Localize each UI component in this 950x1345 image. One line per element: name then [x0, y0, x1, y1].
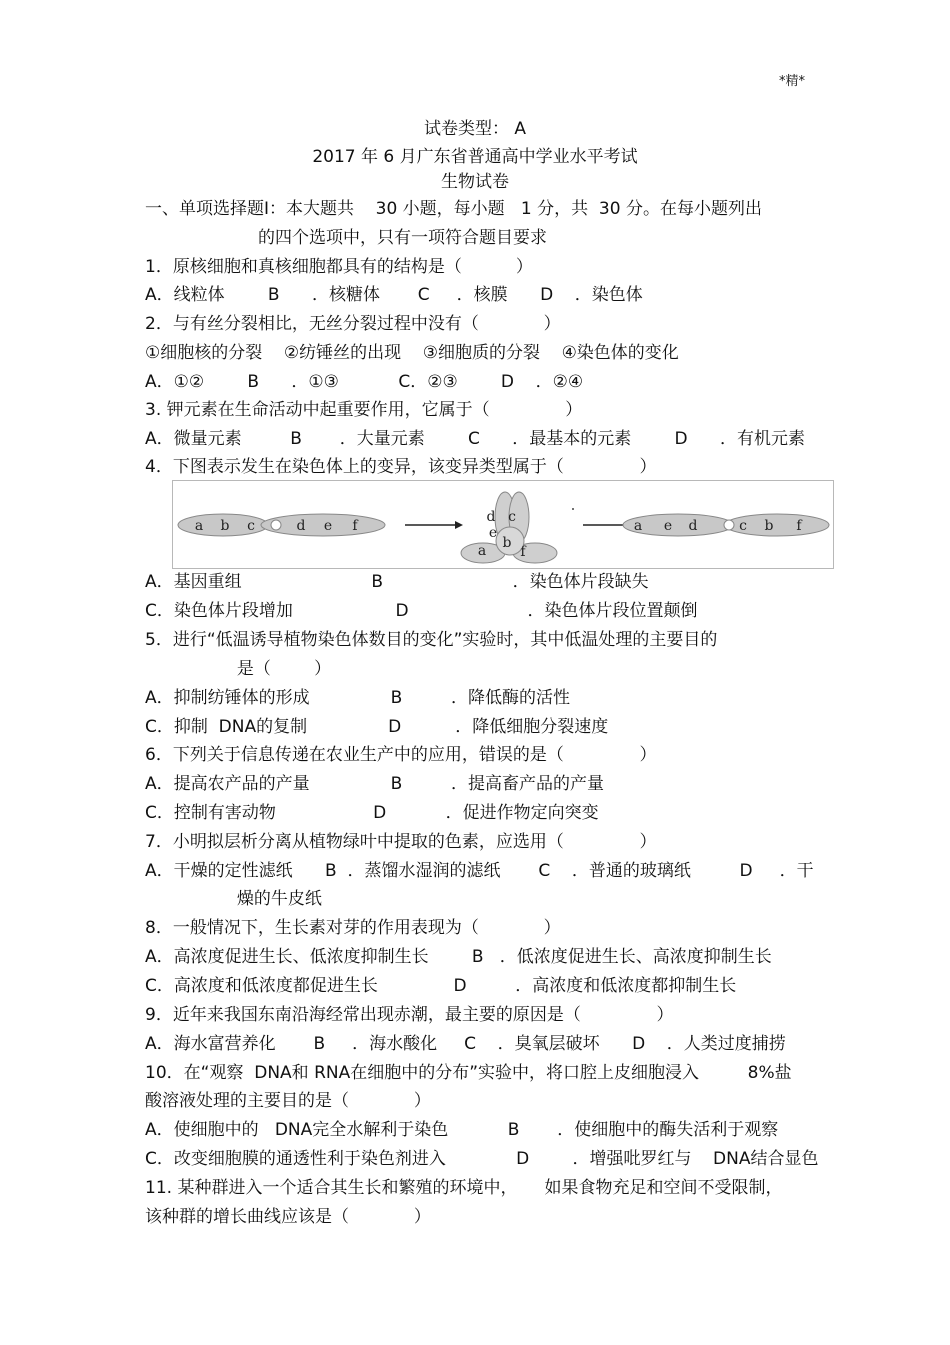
option-line-cont: 燥的牛皮纸 [145, 889, 322, 909]
question-line: 7．小明拟层析分离从植物绿叶中提取的色素，应选用（ ） [145, 832, 657, 852]
paper-type: 试卷类型： A [423, 119, 527, 139]
right-gene-label: b [764, 518, 774, 534]
right-gene-label: c [739, 518, 747, 534]
question-line: 4．下图表示发生在染色体上的变异，该变异类型属于（ ） [145, 457, 657, 477]
option-line: A．高浓度促进生长、低浓度抑制生长 B ．低浓度促进生长、高浓度抑制生长 [145, 947, 772, 967]
option-line: A．使细胞中的 DNA完全水解利于染色 B ．使细胞中的酶失活利于观察 [145, 1120, 779, 1140]
question-line: 8．一般情况下，生长素对芽的作用表现为（ ） [145, 918, 561, 938]
option-line: A．海水富营养化 B ．海水酸化 C ．臭氧层破坏 D ．人类过度捕捞 [145, 1034, 786, 1054]
question-line: 2．与有丝分裂相比，无丝分裂过程中没有（ ） [145, 314, 561, 334]
middle-gene-label: c [508, 509, 516, 525]
option-line: C．控制有害动物 D ．促进作物定向突变 [145, 803, 599, 823]
right-gene-label: f [796, 518, 802, 534]
left-gene-label: d [296, 518, 306, 534]
middle-gene-label: f [520, 544, 526, 560]
left-gene-label: f [352, 518, 358, 534]
option-line: A．抑制纺锤体的形成 B ．降低酶的活性 [145, 688, 570, 708]
left-gene-label: b [220, 518, 230, 534]
option-line: C．染色体片段增加 D ．染色体片段位置颠倒 [145, 601, 698, 621]
statement-line: ①细胞核的分裂 ②纺锤丝的出现 ③细胞质的分裂 ④染色体的变化 [145, 343, 679, 363]
option-line: C．改变细胞膜的通透性利于染色剂进入 D ．增强吡罗红与 DNA结合显色 [145, 1149, 819, 1169]
question-line: 11. 某种群进入一个适合其生长和繁殖的环境中， 如果食物充足和空间不受限制， [145, 1178, 783, 1198]
corner-mark: *精* [779, 74, 806, 89]
chromosome-diagram [172, 480, 834, 569]
middle-gene-label: e [488, 525, 498, 541]
question-line-cont: 酸溶液处理的主要目的是（ ） [145, 1091, 431, 1111]
question-line-cont: 是（ ） [145, 659, 332, 679]
left-gene-label: e [323, 518, 333, 534]
option-line: C．抑制 DNA的复制 D ．降低细胞分裂速度 [145, 717, 609, 737]
question-line: 10．在“观察 DNA和 RNA在细胞中的分布”实验中，将口腔上皮细胞浸入 8%盐 [145, 1063, 792, 1083]
question-line: 1．原核细胞和真核细胞都具有的结构是（ ） [145, 257, 533, 277]
section-heading: 一、单项选择题Ⅰ：本大题共 30 小题，每小题 1 分，共 30 分。在每小题列出 [145, 199, 762, 219]
option-line: A．干燥的定性滤纸 B ．蒸馏水湿润的滤纸 C ．普通的玻璃纸 D ．干 [145, 861, 814, 881]
middle-gene-label: a [477, 543, 487, 559]
option-line: A．基因重组 B ．染色体片段缺失 [145, 572, 649, 592]
question-line: 6．下列关于信息传递在农业生产中的应用，错误的是（ ） [145, 745, 657, 765]
right-gene-label: e [663, 518, 673, 534]
question-line: 9．近年来我国东南沿海经常出现赤潮，最主要的原因是（ ） [145, 1005, 674, 1025]
question-line: 5．进行“低温诱导植物染色体数目的变化”实验时，其中低温处理的主要目的 [145, 630, 718, 650]
right-gene-label: d [688, 518, 698, 534]
option-line: A．①② B ．①③ C．②③ D ．②④ [145, 372, 584, 392]
subject-title: 生物试卷 [441, 172, 509, 192]
option-line: A．微量元素 B ．大量元素 C ．最基本的元素 D ．有机元素 [145, 429, 806, 449]
middle-gene-label: b [502, 535, 512, 551]
left-gene-label: c [247, 518, 255, 534]
right-gene-label: a [633, 518, 643, 534]
question-line: 3. 钾元素在生命活动中起重要作用，它属于（ ） [145, 400, 583, 420]
option-line: A．线粒体 B ．核糖体 C ．核膜 D ．染色体 [145, 285, 643, 305]
question-line-cont: 该种群的增长曲线应该是（ ） [145, 1207, 431, 1227]
middle-gene-label: d [486, 509, 496, 525]
section-heading-cont: 的四个选项中，只有一项符合题目要求 [258, 228, 547, 248]
option-line: A．提高农产品的产量 B ．提高畜产品的产量 [145, 774, 604, 794]
option-line: C．高浓度和低浓度都促进生长 D ．高浓度和低浓度都抑制生长 [145, 976, 737, 996]
inversion-loop [461, 492, 557, 563]
exam-title: 2017 年 6 月广东省普通高中学业水平考试 [312, 147, 638, 167]
left-gene-label: a [194, 518, 204, 534]
